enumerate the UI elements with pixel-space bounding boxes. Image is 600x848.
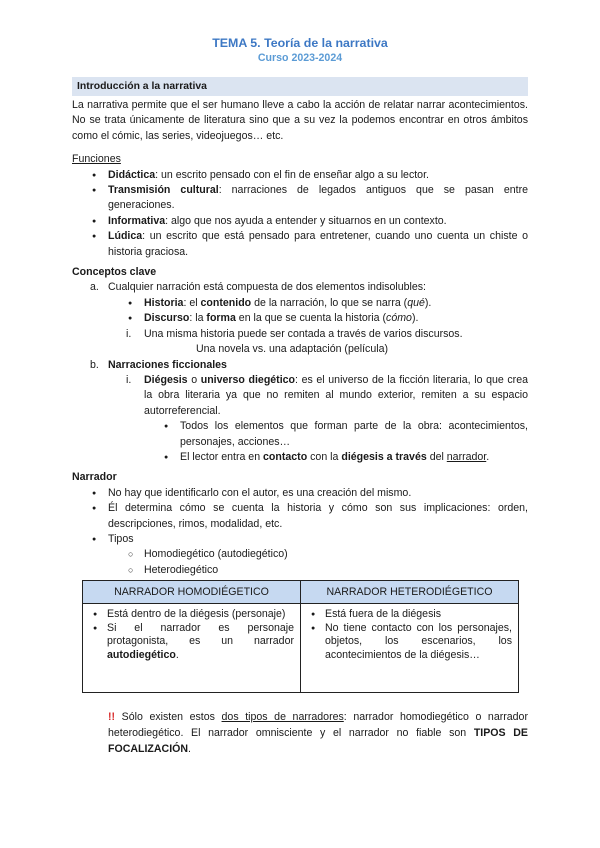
emphasis: contenido (200, 296, 252, 309)
text: en la que se cuenta la historia ( (235, 312, 387, 325)
text: de la narración, lo que se narra ( (251, 296, 408, 309)
text: El lector entra en (180, 450, 264, 463)
emphasis: autodiegético (107, 648, 176, 661)
list-item (72, 214, 528, 229)
table-header: NARRADOR HETERODIÉGETICO (301, 581, 519, 604)
list-item: ● Tipos (72, 532, 528, 547)
definition: : es el universo de la ficción literaria, lo que crea la obra literaria ya que no remiten al mundo exterior, remiten a su espacio autorreferencial. (144, 373, 528, 417)
text: . (175, 648, 179, 661)
list-item: ● Está fuera de la diégesis (307, 608, 512, 622)
list-marker: i. (126, 327, 132, 340)
funciones-list (72, 168, 528, 260)
conceptos-heading: Conceptos clave (72, 266, 157, 279)
term: Historia (144, 296, 184, 309)
text: ). (411, 312, 419, 325)
term: universo diegético (200, 373, 296, 386)
list-item (72, 311, 528, 326)
example-line: Una novela vs. una adaptación (película) (196, 343, 388, 356)
list-marker: i. (126, 373, 132, 386)
text: del (426, 450, 447, 463)
list-item: ● Está dentro de la diégesis (personaje) (89, 608, 294, 622)
intro-paragraph: La narrativa permite que el ser humano lleve a cabo la acción de relatar narrar acontecimientos. No se trata únicamente de literatura sino que a su vez la podemos encontrar en otros ámbitos como el cómic, las series, videojuegos… etc. (72, 99, 528, 142)
note-paragraph (108, 709, 528, 757)
document-page (72, 36, 528, 757)
underlined-term: dos tipos de narradores (221, 711, 344, 724)
table-cell (83, 604, 301, 693)
definition: : narraciones de legados antiguos que se pasan entre generaciones. (108, 184, 528, 212)
text: : el (183, 296, 201, 309)
list-text: Narraciones ficcionales (108, 358, 227, 371)
text: : narrador homodiegético o narrador heterodiegético. El narrador omnisciente y el narrador no fiable son (108, 711, 528, 740)
term: Didáctica (108, 168, 156, 181)
term: Diégesis (144, 373, 188, 386)
underlined-term: narrador (446, 450, 487, 463)
emphasis: diégesis a través (341, 450, 427, 463)
list-item (72, 229, 528, 260)
table-cell (301, 604, 519, 693)
narrador-list (72, 486, 528, 578)
text: Sólo existen estos (115, 711, 222, 724)
narrator-types-table (82, 580, 519, 693)
list-item: ○ Homodiegético (autodiegético) (72, 547, 528, 562)
table-header: NARRADOR HOMODIÉGETICO (83, 581, 301, 604)
text: Si el narrador es personaje protagonista, es un narrador (107, 621, 294, 648)
list-item (72, 280, 528, 295)
list-item (72, 358, 528, 373)
emphasis: TIPOS DE FOCALIZACIÓN (108, 727, 528, 756)
term: Transmisión cultural (108, 184, 219, 197)
text: . (486, 450, 490, 463)
table-row (83, 604, 519, 693)
text: . (188, 743, 191, 756)
list-item (72, 450, 528, 465)
emphasis: forma (206, 312, 236, 325)
text: o (187, 373, 201, 386)
list-item (72, 327, 528, 342)
document-subtitle: Curso 2023-2024 (257, 52, 343, 64)
list-item: ● Todos los elementos que forman parte de la obra: acontecimientos, personajes, acciones… (72, 419, 528, 450)
narrador-heading: Narrador (72, 471, 117, 484)
list-item (89, 622, 294, 663)
list-item: ● Él determina cómo se cuenta la historia y cómo son sus implicaciones: orden, descripciones, rimos, modalidad, etc. (72, 501, 528, 532)
list-item: ○ Heterodiegético (72, 563, 528, 578)
document-title: TEMA 5. Teoría de la narrativa (212, 36, 388, 50)
list-item (72, 168, 528, 183)
list-text: Una misma historia puede ser contada a través de varios discursos. (144, 327, 463, 340)
funciones-heading: Funciones (72, 153, 121, 166)
emphasis: qué (407, 296, 425, 309)
warning-marker: !! (108, 711, 116, 724)
list-item (72, 373, 528, 419)
definition: : algo que nos ayuda a entender y situarnos en un contexto. (165, 214, 447, 227)
definition: : un escrito que está pensado para entretener, cuando uno cuenta un chiste o historia graciosa. (108, 230, 528, 258)
text: ). (424, 296, 432, 309)
list-marker: a. (90, 281, 99, 294)
emphasis: contacto (263, 450, 308, 463)
table-header-row (83, 581, 519, 604)
list-item (72, 296, 528, 311)
term: Informativa (108, 214, 166, 227)
text: con la (307, 450, 342, 463)
list-marker: b. (90, 358, 99, 371)
list-item (72, 183, 528, 214)
definition: : un escrito pensado con el fin de enseñar algo a su lector. (155, 168, 429, 181)
list-text: Cualquier narración está compuesta de dos elementos indisolubles: (108, 281, 426, 294)
term: Discurso (144, 312, 190, 325)
list-item: ● No hay que identificarlo con el autor, es una creación del mismo. (72, 486, 528, 501)
text: : la (189, 312, 207, 325)
list-item: ● No tiene contacto con los personajes, objetos, los escenarios, los acontecimientos de la diégesis… (307, 622, 512, 663)
section-heading-intro: Introducción a la narrativa (72, 77, 528, 96)
term: Lúdica (108, 230, 143, 243)
emphasis: cómo (386, 312, 412, 325)
